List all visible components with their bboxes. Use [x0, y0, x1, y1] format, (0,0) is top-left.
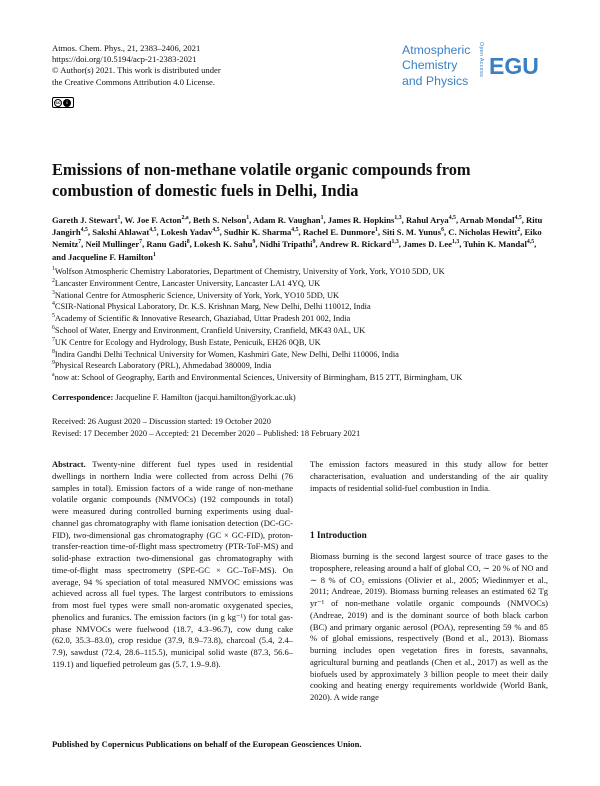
author-name: Eiko Nemitz [52, 227, 542, 250]
author-name: Lokesh K. Sahu [193, 239, 253, 250]
affiliation-text: Indira Gandhi Delhi Technical University for Women, Kashmiri Gate, New Delhi, Delhi 110006, India [54, 349, 399, 359]
affiliation-number: a [52, 372, 55, 379]
author-affiliation-mark: 1,3 [451, 239, 460, 246]
author-affiliation-mark: 4,5 [80, 227, 88, 234]
author-name: Lokesh Yadav [160, 227, 213, 238]
affiliation-item [52, 290, 552, 302]
author-affiliation-mark: 2,a [181, 215, 189, 222]
author-affiliation-mark: 4,5 [212, 227, 220, 234]
open-access-label: Open Access [478, 42, 484, 78]
author-name: Gareth J. Stewart [52, 215, 118, 225]
author-name: James D. Lee [403, 239, 452, 250]
paper-title: Emissions of non-methane volatile organic compounds from combustion of domestic fuels in Delhi, India [52, 160, 471, 200]
author-affiliation-mark: 2 [517, 227, 521, 234]
section-heading-introduction: 1 Introduction [310, 530, 367, 540]
license-line: the Creative Commons Attribution 4.0 License. [52, 76, 216, 87]
author-affiliation-mark: 8 [186, 239, 190, 246]
journal-name-line: Atmospheric [402, 43, 471, 57]
affiliation-number: 6 [52, 325, 55, 332]
author-affiliation-mark: 4,5 [448, 215, 456, 222]
journal-name-line: and Physics [402, 73, 469, 88]
affiliation-list [52, 266, 552, 384]
copyright-line: © Author(s) 2021. This work is distributed under [52, 65, 221, 76]
author-name: Neil Mullinger [85, 239, 140, 250]
author-name: C. Nicholas Hewitt [448, 227, 518, 238]
affiliation-item [52, 372, 552, 384]
abstract-label: Abstract. [52, 459, 86, 469]
author-name: Adam R. Vaughan [252, 215, 321, 225]
author-name: Nidhi Tripathi [259, 239, 313, 250]
author-list: Gareth J. Stewart$^1$, W. Joe F. Acton$^{2,a}$, Beth S. Nelson$^1$, Adam R. Vaughan$^1$, James R. Hopkins$^{1,3}$, Rahul Arya$^{4,5}$, Arnab Mondal$^{4,5}$, Ritu Jangirh$^{4,5}$, Sakshi Ahlawat$^{4,5}$, Lokesh Yadav$^{4,5}$, Sudhir K. Sharma$^{4,5}$, Rachel E. Dunmore$^1$, Siti S. M. Yunus$^6$, C. Nicholas Hewitt$^2$, Eiko Nemitz$^7$, Neil Mullinger$^7$, Ranu Gadi$^8$, Lokesh K. Sahu$^9$, Nidhi Tripathi$^9$, Andrew R. Rickard$^{1,3}$, James D. Lee$^{1,3}$, Tuhin K. Mandal$^{4,5}$, and Jacqueline F. Hamilton$^1$ [52, 215, 543, 262]
cc-icon: cc [55, 99, 61, 105]
author-affiliation-mark: 1,3 [391, 239, 399, 246]
author-affiliation-mark: 4,5 [291, 227, 299, 234]
affiliation-number: 9 [52, 360, 55, 367]
affiliation-number: 1 [52, 266, 55, 273]
affiliation-item [52, 301, 552, 313]
author-name: James R. Hopkins [327, 215, 395, 225]
publication-dates [52, 416, 360, 441]
affiliation-number: 3 [52, 289, 55, 296]
author-affiliation-mark: 7 [78, 239, 82, 246]
affiliation-text: now at: School of Geography, Earth and Environmental Sciences, University of Birmingham, B15 2TT, Birmingham, UK [54, 373, 463, 383]
affiliation-text: UK Centre for Ecology and Hydrology, Bush Estate, Penicuik, EH26 0QB, UK [54, 337, 321, 347]
dates-published: Revised: 17 December 2020 – Accepted: 21 December 2020 – Published: 18 February 2021 [52, 429, 361, 439]
author-name: Rahul Arya [405, 215, 449, 225]
abstract-continuation: The emission factors measured in this study allow for better characterisation, evaluation and understanding of the air quality impacts of residential solid-fuel combustion in India. [310, 459, 548, 493]
correspondence [52, 393, 296, 402]
citation-line: Atmos. Chem. Phys., 21, 2383–2406, 2021 [52, 43, 201, 53]
author-affiliation-mark: 4,5 [526, 239, 535, 246]
author-name: Andrew R. Rickard [319, 239, 392, 250]
egu-logo [487, 45, 549, 85]
by-icon: i [63, 99, 71, 107]
publisher-footer: Published by Copernicus Publications on behalf of the European Geosciences Union. [52, 739, 362, 749]
affiliation-item [52, 313, 552, 325]
dates-received: Received: 26 August 2020 – Discussion started: 19 October 2020 [52, 417, 271, 426]
author-affiliation-mark: 1 [320, 215, 324, 222]
affiliation-number: 8 [52, 348, 55, 355]
affiliation-number: 2 [52, 278, 55, 284]
author-name: Rachel E. Dunmore [302, 227, 376, 238]
affiliation-text: Academy of Scientific & Innovative Research, Ghaziabad, Uttar Pradesh 201 002, India [54, 314, 351, 324]
citation-header [52, 43, 352, 88]
author-affiliation-mark: 1 [246, 215, 250, 222]
author-name: Siti S. M. Yunus [382, 227, 442, 238]
author-name: Jacqueline F. Hamilton [68, 251, 153, 262]
author-name: Sudhir K. Sharma [223, 227, 292, 238]
author-name: Tuhin K. Mandal [463, 239, 527, 250]
abstract [52, 459, 293, 671]
author-name: Ranu Gadi [146, 239, 187, 250]
affiliation-item [52, 278, 552, 290]
cc-license-badge[interactable] [52, 97, 74, 108]
author-affiliation-mark: 1 [152, 251, 156, 258]
egu-logo-text: EGU [489, 53, 539, 79]
affiliation-item [52, 325, 552, 337]
affiliation-item [52, 360, 552, 372]
author-name: W. Joe F. Acton [124, 215, 182, 225]
affiliation-item [52, 266, 552, 278]
affiliation-text: Lancaster Environment Centre, Lancaster University, Lancaster LA1 4YQ, UK [54, 278, 321, 288]
affiliation-text: National Centre for Atmospheric Science, University of York, York, YO10 5DD, UK [54, 290, 340, 300]
affiliation-text: School of Water, Energy and Environment, Cranfield University, Cranfield, MK43 0AL, UK [54, 325, 366, 335]
abstract-text: Twenty-nine different fuel types used in residential dwellings in northern India were collected from across Delhi (76 samples in total). Emission factors of a wide range of non-methane volatile organic compounds (NMVOCs) (192 compounds in total) were measured during controlled burning experiments using dual-channel gas chromatography with flame ionisation detection (DC-GC-FID), two-dimensional gas chromatography (GC × GC-FID), proton-transfer-reaction time-of-flight mass spectrometry (PTR-ToF-MS) and solid-phase extraction two-dimensional gas chromatography with time-of-flight mass spectrometry (SPE-GC × GC–ToF-MS). On average, 94 % speciation of total measured NMVOC emissions was achieved across all fuel types. The largest contributors to emissions from most fuel types were small non-aromatic oxygenated species, phenolics and furanics. The emission factors (in g kg⁻¹) for total gas-phase NMVOCs were fuelwood (18.7, 4.3–96.7), cow dung cake (62.0, 35.3–83.0), crop residue (37.9, 8.9–73.8), charcoal (5.4, 2.4–7.9), sawdust (72.4, 28.6–115.5), municipal solid waste (87.3, 56.6–119.1) and liquefied petroleum gas (5.7, 1.9–9.8). [52, 459, 293, 669]
affiliation-text: Wolfson Atmospheric Chemistry Laboratories, Department of Chemistry, University of York, York, YO10 5DD, UK [54, 267, 445, 276]
introduction-text: Biomass burning is the second largest source of trace gases to the troposphere, releasing around a half of global CO, ∼ 20 % of NO and ∼ 8 % of CO₂ emissions (Olivier et al., 2005; Wiedinmyer et al., 2011; Andreae, 2019). Biomass burning releases an estimated 62 Tg yr⁻¹ of non-methane volatile organic compounds (NMVOCs) (Andreae, 2019) and is the dominant source of both black carbon (BC) and primary organic aerosol (POA), representing 59 % and 85 % of global emissions, respectively (Bond et al., 2013). Biomass burning includes open vegetation fires in forests, savannahs, agricultural burning and peatlands (Chen et al., 2017) as well as the biofuels used by approximately 3 billion people to meet their daily cooking and heating energy requirements worldwide (World Bank, 2020). A wide range [310, 551, 548, 702]
correspondence-label: Correspondence: [52, 393, 114, 402]
correspondence-text[interactable]: Jacqueline F. Hamilton (jacqui.hamilton@york.ac.uk) [115, 393, 296, 402]
affiliation-item [52, 349, 552, 361]
affiliation-number: 5 [52, 313, 55, 320]
journal-name-line: Chemistry [402, 58, 458, 73]
author-affiliation-mark: 4,5 [514, 215, 522, 222]
journal-name [402, 43, 470, 89]
author-affiliation-mark: 4,5 [149, 227, 157, 234]
affiliation-number: 7 [52, 336, 55, 343]
doi-link[interactable]: https://doi.org/10.5194/acp-21-2383-2021 [52, 54, 197, 65]
affiliation-text: Physical Research Laboratory (PRL), Ahmedabad 380009, India [54, 361, 272, 371]
author-affiliation-mark: 1,3 [394, 215, 402, 222]
affiliation-text: CSIR-National Physical Laboratory, Dr. K.S. Krishnan Marg, New Delhi, Delhi 110012, India [54, 302, 371, 312]
author-affiliation-mark: 1 [117, 215, 121, 222]
author-affiliation-mark: 9 [252, 239, 256, 246]
author-affiliation-mark: 7 [139, 239, 143, 246]
author-name: Ritu Jangirh [52, 215, 543, 238]
author-name: Sakshi Ahlawat [92, 227, 150, 238]
author-affiliation-mark: 6 [441, 227, 444, 234]
affiliation-item [52, 337, 552, 349]
affiliation-number: 4 [52, 301, 55, 308]
author-affiliation-mark: 9 [312, 239, 316, 246]
author-affiliation-mark: 1 [375, 227, 378, 234]
author-name: Arnab Mondal [459, 215, 515, 225]
author-name: Beth S. Nelson [193, 215, 247, 225]
